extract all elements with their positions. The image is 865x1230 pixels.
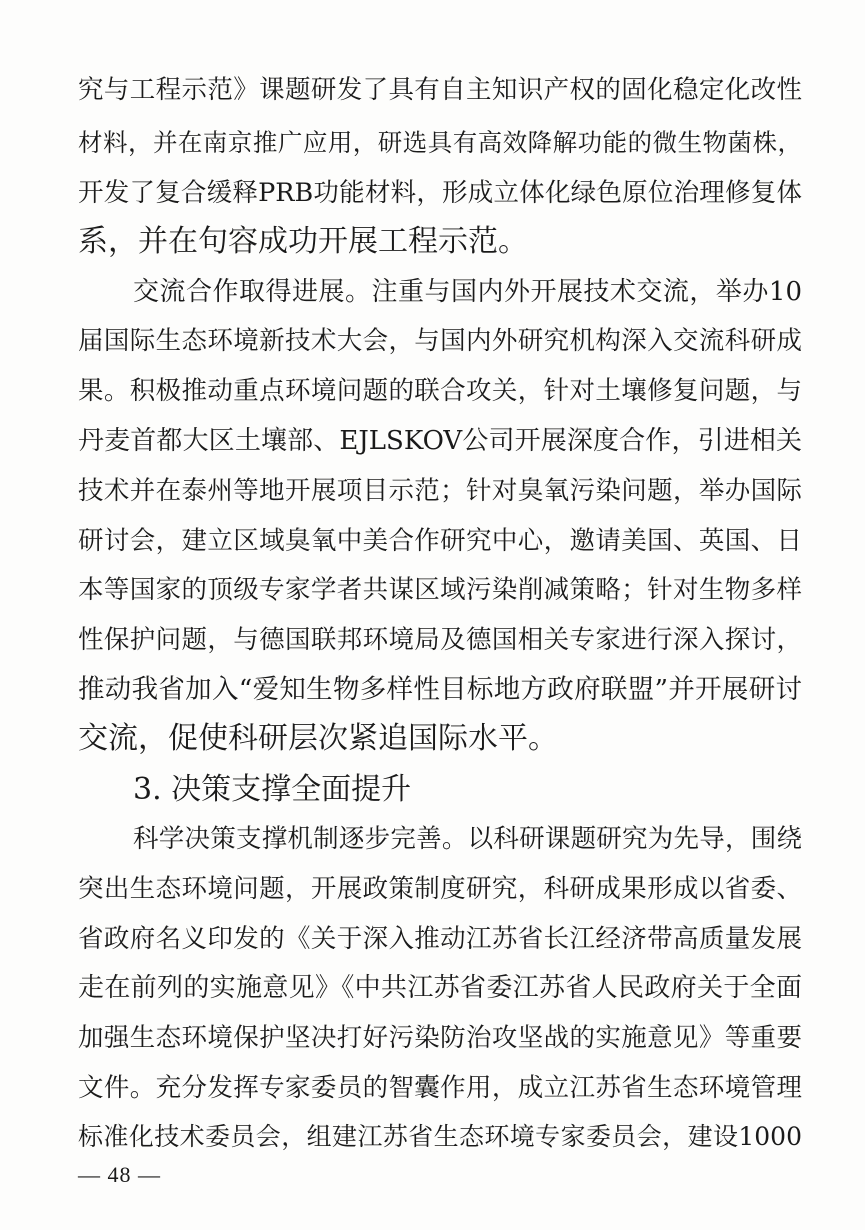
text-line: 科学决策支撑机制逐步完善。以科研课题研究为先导，围绕 [133, 824, 802, 854]
text-line: 省政府名义印发的《关于深入推动江苏省长江经济带高质量发展 [78, 924, 802, 954]
text-line: 走在前列的实施意见》《中共江苏省委江苏省人民政府关于全面 [78, 973, 802, 1003]
text-line: 标准化技术委员会，组建江苏省生态环境专家委员会，建设1000 [78, 1122, 802, 1151]
text-line: 材料，并在南京推广应用，研选具有高效降解功能的微生物菌株， [78, 128, 802, 157]
section-heading: 3. 决策支撑全面提升 [133, 772, 412, 807]
text-line: 交流，促使科研层次紧追国际水平。 [78, 721, 558, 756]
text-line: 推动我省加入“爱知生物多样性目标地方政府联盟”并开展研讨 [78, 674, 802, 705]
text-line: 届国际生态环境新技术大会，与国内外研究机构深入交流科研成 [78, 326, 802, 356]
text-line: 突出生态环境问题，开展政策制度研究，科研成果形成以省委、 [78, 874, 802, 904]
text-line: 文件。充分发挥专家委员的智囊作用，成立江苏省生态环境管理 [78, 1073, 802, 1103]
text-line: 研讨会，建立区域臭氧中美合作研究中心，邀请美国、英国、日 [78, 526, 802, 556]
text-line: 究与工程示范》课题研发了具有自主知识产权的固化稳定化改性 [78, 75, 802, 105]
page-number: — 48 — [78, 1162, 161, 1187]
text-line: 本等国家的顶级专家学者共谋区域污染削减策略；针对生物多样 [78, 575, 802, 605]
text-line: 果。积极推动重点环境问题的联合攻关，针对土壤修复问题，与 [78, 376, 802, 406]
text-line: 系，并在句容成功开展工程示范。 [78, 224, 528, 259]
text-line: 技术并在泰州等地开展项目示范；针对臭氧污染问题，举办国际 [78, 476, 802, 506]
text-line: 交流合作取得进展。注重与国内外开展技术交流，举办10 [133, 277, 802, 307]
text-line: 丹麦首都大区土壤部、EJLSKOV公司开展深度合作，引进相关 [78, 426, 802, 456]
text-line: 加强生态环境保护坚决打好污染防治攻坚战的实施意见》等重要 [78, 1023, 802, 1053]
text-line: 开发了复合缓释PRB功能材料，形成立体化绿色原位治理修复体 [78, 178, 802, 208]
text-line: 性保护问题，与德国联邦环境局及德国相关专家进行深入探讨， [78, 625, 802, 655]
